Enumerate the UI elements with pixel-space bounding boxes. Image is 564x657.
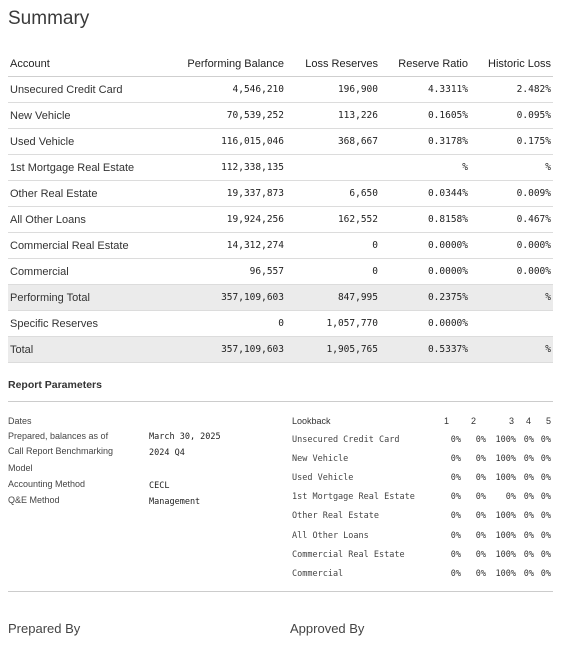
historic-loss-cell: % [470,337,553,363]
reserve-ratio-cell: 0.2375% [380,285,470,311]
lookback-cell: 0% [540,492,551,503]
parameter-label: Accounting Method [8,479,86,489]
lookback-cell: 0% [523,454,534,465]
lookback-row-label: Unsecured Credit Card [292,435,400,445]
lookback-cell: 0% [450,454,461,465]
lookback-cell: 0% [505,492,516,503]
lookback-row-label: Used Vehicle [292,473,354,484]
lookback-row-label: Commercial Real Estate [292,549,405,560]
reserve-ratio-cell: 0.8158% [380,207,470,233]
lookback-cell: 0% [523,435,534,445]
lookback-cell: 100% [495,511,516,522]
table-row [8,155,553,181]
report-parameters-title: Report Parameters [8,379,102,391]
reserve-ratio-cell: 0.3178% [380,129,470,155]
lookback-cell: 100% [495,473,516,484]
summary-header-row [8,52,553,77]
column-header-account: Account [8,52,168,77]
lookback-cell: 0% [523,473,534,484]
account-cell: Specific Reserves [8,311,168,337]
reserve-ratio-cell: 0.0000% [380,311,470,337]
performing-balance-cell: 357,109,603 [168,337,286,363]
historic-loss-cell: % [470,155,553,181]
performing-balance-cell: 116,015,046 [168,129,286,155]
lookback-cell: 0% [540,530,551,541]
lookback-cell: 0% [475,435,486,445]
historic-loss-cell: 0.009% [470,181,553,207]
table-row [8,129,553,155]
table-row [8,77,553,103]
loss-reserves-cell: 196,900 [286,77,380,103]
lookback-cell: 100% [495,568,516,579]
account-cell: Total [8,337,168,363]
loss-reserves-cell: 162,552 [286,207,380,233]
lookback-cell: 100% [495,549,516,560]
table-row [8,103,553,129]
prepared-by-label: Prepared By [8,621,81,636]
table-row [8,207,553,233]
lookback-cell: 0% [450,473,461,484]
historic-loss-cell [470,311,553,337]
loss-reserves-cell: 6,650 [286,181,380,207]
lookback-cell: 0% [523,511,534,522]
lookback-cell: 0% [475,568,486,579]
lookback-row-label: Other Real Estate [292,511,379,522]
account-cell: Other Real Estate [8,181,168,207]
performing-balance-cell: 70,539,252 [168,103,286,129]
parameter-value: Management [149,497,201,507]
loss-reserves-cell: 1,057,770 [286,311,380,337]
lookback-cell: 0% [450,435,461,445]
lookback-column-header: 4 [525,416,531,426]
lookback-column-header: 2 [470,416,476,426]
lookback-cell: 0% [450,568,461,579]
reserve-ratio-cell: 0.1605% [380,103,470,129]
performing-balance-cell: 112,338,135 [168,155,286,181]
lookback-cell: 0% [540,435,551,445]
loss-reserves-cell [286,155,380,181]
account-cell: New Vehicle [8,103,168,129]
loss-reserves-cell: 0 [286,259,380,285]
parameter-label: Q&E Method [8,495,60,505]
performing-balance-cell: 96,557 [168,259,286,285]
lookback-cell: 0% [475,473,486,484]
account-cell: Performing Total [8,285,168,311]
column-header-reserve-ratio: Reserve Ratio [380,52,470,77]
reserve-ratio-cell: % [380,155,470,181]
historic-loss-cell: 0.467% [470,207,553,233]
loss-reserves-cell: 113,226 [286,103,380,129]
loss-reserves-cell: 368,667 [286,129,380,155]
column-header-performing-balance: Performing Balance [168,52,286,77]
reserve-ratio-cell: 0.0000% [380,233,470,259]
lookback-cell: 0% [450,511,461,522]
lookback-cell: 0% [523,492,534,503]
lookback-cell: 0% [475,530,486,541]
lookback-row-label: New Vehicle [292,454,349,465]
summary-table [8,52,553,363]
reserve-ratio-cell: 0.0000% [380,259,470,285]
column-header-loss-reserves: Loss Reserves [286,52,380,77]
account-cell: Unsecured Credit Card [8,77,168,103]
parameter-label: Prepared, balances as of [8,431,109,441]
performing-balance-cell: 19,337,873 [168,181,286,207]
historic-loss-cell: 0.000% [470,259,553,285]
parameter-label: Dates [8,416,32,426]
reserve-ratio-cell: 0.0344% [380,181,470,207]
lookback-cell: 0% [450,549,461,560]
loss-reserves-cell: 0 [286,233,380,259]
page-title: Summary [8,8,90,29]
table-row [8,233,553,259]
parameter-label: Call Report Benchmarking [8,446,114,456]
lookback-cell: 100% [495,435,516,445]
table-row [8,311,553,337]
lookback-cell: 0% [523,568,534,579]
lookback-cell: 0% [475,492,486,503]
lookback-cell: 0% [475,549,486,560]
account-cell: Commercial Real Estate [8,233,168,259]
parameter-label: Model [8,463,33,473]
lookback-cell: 0% [523,549,534,560]
account-cell: 1st Mortgage Real Estate [8,155,168,181]
table-row [8,259,553,285]
table-row [8,285,553,311]
account-cell: Commercial [8,259,168,285]
performing-balance-cell: 4,546,210 [168,77,286,103]
lookback-cell: 0% [475,454,486,465]
lookback-cell: 0% [540,568,551,579]
lookback-row-label: 1st Mortgage Real Estate [292,492,415,503]
lookback-column-header: 3 [508,416,514,426]
historic-loss-cell: 0.175% [470,129,553,155]
parameter-value: March 30, 2025 [149,432,221,442]
lookback-cell: 0% [475,511,486,522]
performing-balance-cell: 357,109,603 [168,285,286,311]
loss-reserves-cell: 1,905,765 [286,337,380,363]
performing-balance-cell: 0 [168,311,286,337]
parameter-value: 2024 Q4 [149,448,185,458]
parameter-value: CECL [149,481,170,491]
divider [8,591,553,592]
table-row [8,337,553,363]
lookback-cell: 0% [523,530,534,541]
divider [8,401,553,402]
historic-loss-cell: 2.482% [470,77,553,103]
lookback-cell: 100% [495,454,516,465]
performing-balance-cell: 14,312,274 [168,233,286,259]
table-row [8,181,553,207]
lookback-cell: 0% [540,473,551,484]
lookback-cell: 0% [540,511,551,522]
historic-loss-cell: 0.095% [470,103,553,129]
lookback-cell: 0% [540,549,551,560]
loss-reserves-cell: 847,995 [286,285,380,311]
column-header-historic-loss: Historic Loss [470,52,553,77]
lookback-row-label: All Other Loans [292,530,369,541]
lookback-row-label: Commercial [292,568,344,579]
account-cell: All Other Loans [8,207,168,233]
lookback-cell: 0% [450,530,461,541]
reserve-ratio-cell: 4.3311% [380,77,470,103]
historic-loss-cell: % [470,285,553,311]
lookback-column-header: 5 [545,416,551,426]
lookback-column-header: 1 [443,416,449,426]
lookback-cell: 0% [540,454,551,465]
lookback-title: Lookback [292,416,331,426]
performing-balance-cell: 19,924,256 [168,207,286,233]
lookback-cell: 100% [495,530,516,541]
approved-by-label: Approved By [290,621,365,636]
historic-loss-cell: 0.000% [470,233,553,259]
lookback-cell: 0% [450,492,461,503]
account-cell: Used Vehicle [8,129,168,155]
reserve-ratio-cell: 0.5337% [380,337,470,363]
